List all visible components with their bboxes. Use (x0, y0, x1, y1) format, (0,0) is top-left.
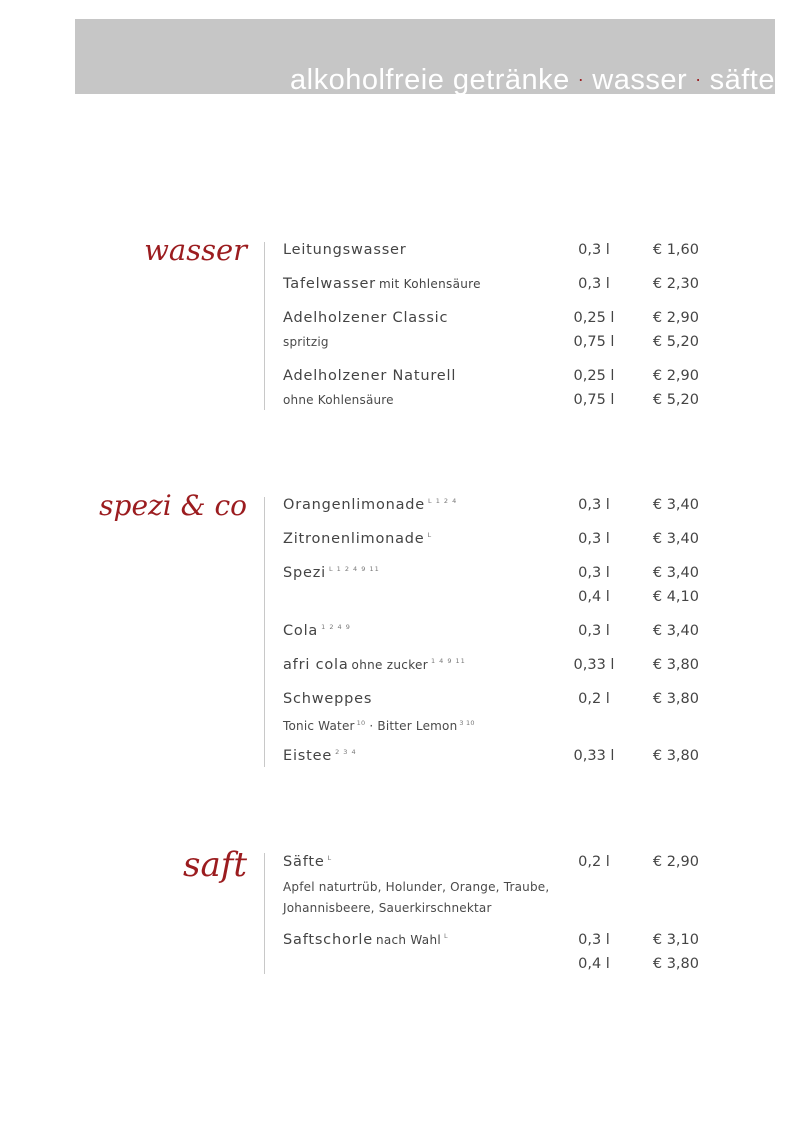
item-name: Adelholzener Classic (283, 310, 449, 326)
item-price: € 5,20 (652, 392, 699, 408)
item-name-text: Zitronenlimonade (283, 531, 425, 547)
menu-item-tafelwasser (283, 276, 703, 296)
item-volume: 0,4 l (578, 956, 610, 972)
item-name (283, 748, 357, 764)
menu-item-orangenlimonade (283, 497, 703, 517)
menu-item-adelholzener-classic (283, 310, 703, 355)
item-volume: 0,3 l (578, 531, 610, 547)
item-name-text: Cola (283, 623, 319, 639)
item-name-text: Eistee (283, 748, 333, 764)
section-label-spezi: spezi & co (99, 489, 247, 522)
item-price: € 2,30 (652, 276, 699, 292)
menu-item-leitungswasser (283, 242, 703, 262)
item-price: € 3,80 (652, 657, 699, 673)
item-allergens: 3 10 (459, 719, 475, 727)
item-name (283, 565, 380, 581)
item-price: € 3,40 (652, 623, 699, 639)
menu-item-zitronenlimonade (283, 531, 703, 551)
item-volume: 0,25 l (573, 368, 615, 384)
item-price: € 5,20 (652, 334, 699, 350)
item-name: Adelholzener Naturell (283, 368, 457, 384)
item-name-text: Orangenlimonade (283, 497, 426, 513)
header-word-3: säfte (709, 64, 775, 94)
item-price: € 2,90 (652, 368, 699, 384)
menu-item-saefte (283, 854, 703, 920)
item-volume: 0,75 l (573, 392, 615, 408)
item-volume: 0,3 l (578, 497, 610, 513)
item-allergens: L 1 2 4 (428, 497, 458, 505)
header-word-1: alkoholfreie getränke (290, 64, 570, 94)
item-volume: 0,3 l (578, 932, 610, 948)
item-allergens: 2 3 4 (335, 748, 357, 756)
item-price: € 3,40 (652, 497, 699, 513)
item-name (283, 657, 466, 673)
item-price: € 1,60 (652, 242, 699, 258)
item-name-text: Säfte (283, 854, 325, 870)
item-name-text: Spezi (283, 565, 326, 581)
section-label-saft: saft (183, 845, 247, 885)
item-allergens: L (427, 531, 433, 539)
section-divider-line (264, 497, 265, 767)
menu-item-spezi (283, 565, 703, 610)
item-name (283, 854, 332, 870)
header-word-2: wasser (592, 64, 688, 94)
header-dot-separator: · (695, 69, 702, 89)
item-volume: 0,75 l (573, 334, 615, 350)
section-divider-line (264, 853, 265, 974)
item-volume: 0,3 l (578, 242, 610, 258)
menu-item-cola (283, 623, 703, 643)
item-note: mit Kohlensäure (378, 277, 481, 291)
header-dot-separator: · (577, 69, 585, 89)
item-description-line-2: Johannisbeere, Sauerkirschnektar (283, 901, 492, 915)
item-price: € 3,40 (652, 531, 699, 547)
item-volume: 0,4 l (578, 589, 610, 605)
item-price: € 3,80 (652, 748, 699, 764)
item-price: € 3,40 (652, 565, 699, 581)
variant-bitter-lemon: Bitter Lemon (377, 719, 458, 733)
menu-item-eistee (283, 748, 703, 768)
item-name (283, 531, 432, 547)
item-name: Schweppes (283, 691, 373, 707)
item-volume: 0,2 l (578, 691, 610, 707)
item-price: € 2,90 (652, 854, 699, 870)
item-name-text: Tafelwasser (283, 276, 376, 292)
menu-item-schweppes (283, 691, 703, 736)
item-note: nach Wahl (375, 933, 442, 947)
item-price: € 3,80 (652, 691, 699, 707)
item-price: € 4,10 (652, 589, 699, 605)
item-allergens: L 1 2 4 9 11 (328, 565, 380, 573)
item-price: € 3,80 (652, 956, 699, 972)
item-allergens: 1 4 9 11 (430, 657, 466, 665)
item-volume: 0,3 l (578, 623, 610, 639)
item-name (283, 623, 351, 639)
menu-item-adelholzener-naturell (283, 368, 703, 413)
item-volume: 0,3 l (578, 565, 610, 581)
item-description: Tonic Water $^{10}$ · Bitter Lemon $^{3 10}$ (283, 719, 475, 733)
header-band (75, 19, 775, 94)
item-allergens: 1 2 4 9 (321, 623, 351, 631)
item-volume: 0,25 l (573, 310, 615, 326)
item-description: ohne Kohlensäure (283, 393, 394, 407)
page-title (290, 66, 775, 94)
section-label-wasser: wasser (144, 233, 247, 267)
item-description-line-1: Apfel naturtrüb, Holunder, Orange, Traube, (283, 880, 550, 894)
item-price: € 2,90 (652, 310, 699, 326)
item-allergens: L (327, 854, 333, 862)
item-name-text: afri cola (283, 657, 349, 673)
item-volume: 0,2 l (578, 854, 610, 870)
item-allergens: 10 (356, 719, 366, 727)
item-name-text: Saftschorle (283, 932, 373, 948)
item-description: spritzig (283, 335, 329, 349)
section-divider-line (264, 242, 265, 410)
item-volume: 0,33 l (573, 748, 615, 764)
item-name: Leitungswasser (283, 242, 407, 258)
variant-tonic-water: Tonic Water (283, 719, 355, 733)
menu-item-afri-cola (283, 657, 703, 677)
item-name (283, 932, 449, 948)
item-name (283, 497, 457, 513)
item-allergens: L (444, 932, 449, 940)
item-note: ohne zucker (351, 658, 428, 672)
item-price: € 3,10 (652, 932, 699, 948)
menu-item-saftschorle (283, 932, 703, 977)
item-volume: 0,3 l (578, 276, 610, 292)
item-name (283, 276, 481, 292)
item-volume: 0,33 l (573, 657, 615, 673)
